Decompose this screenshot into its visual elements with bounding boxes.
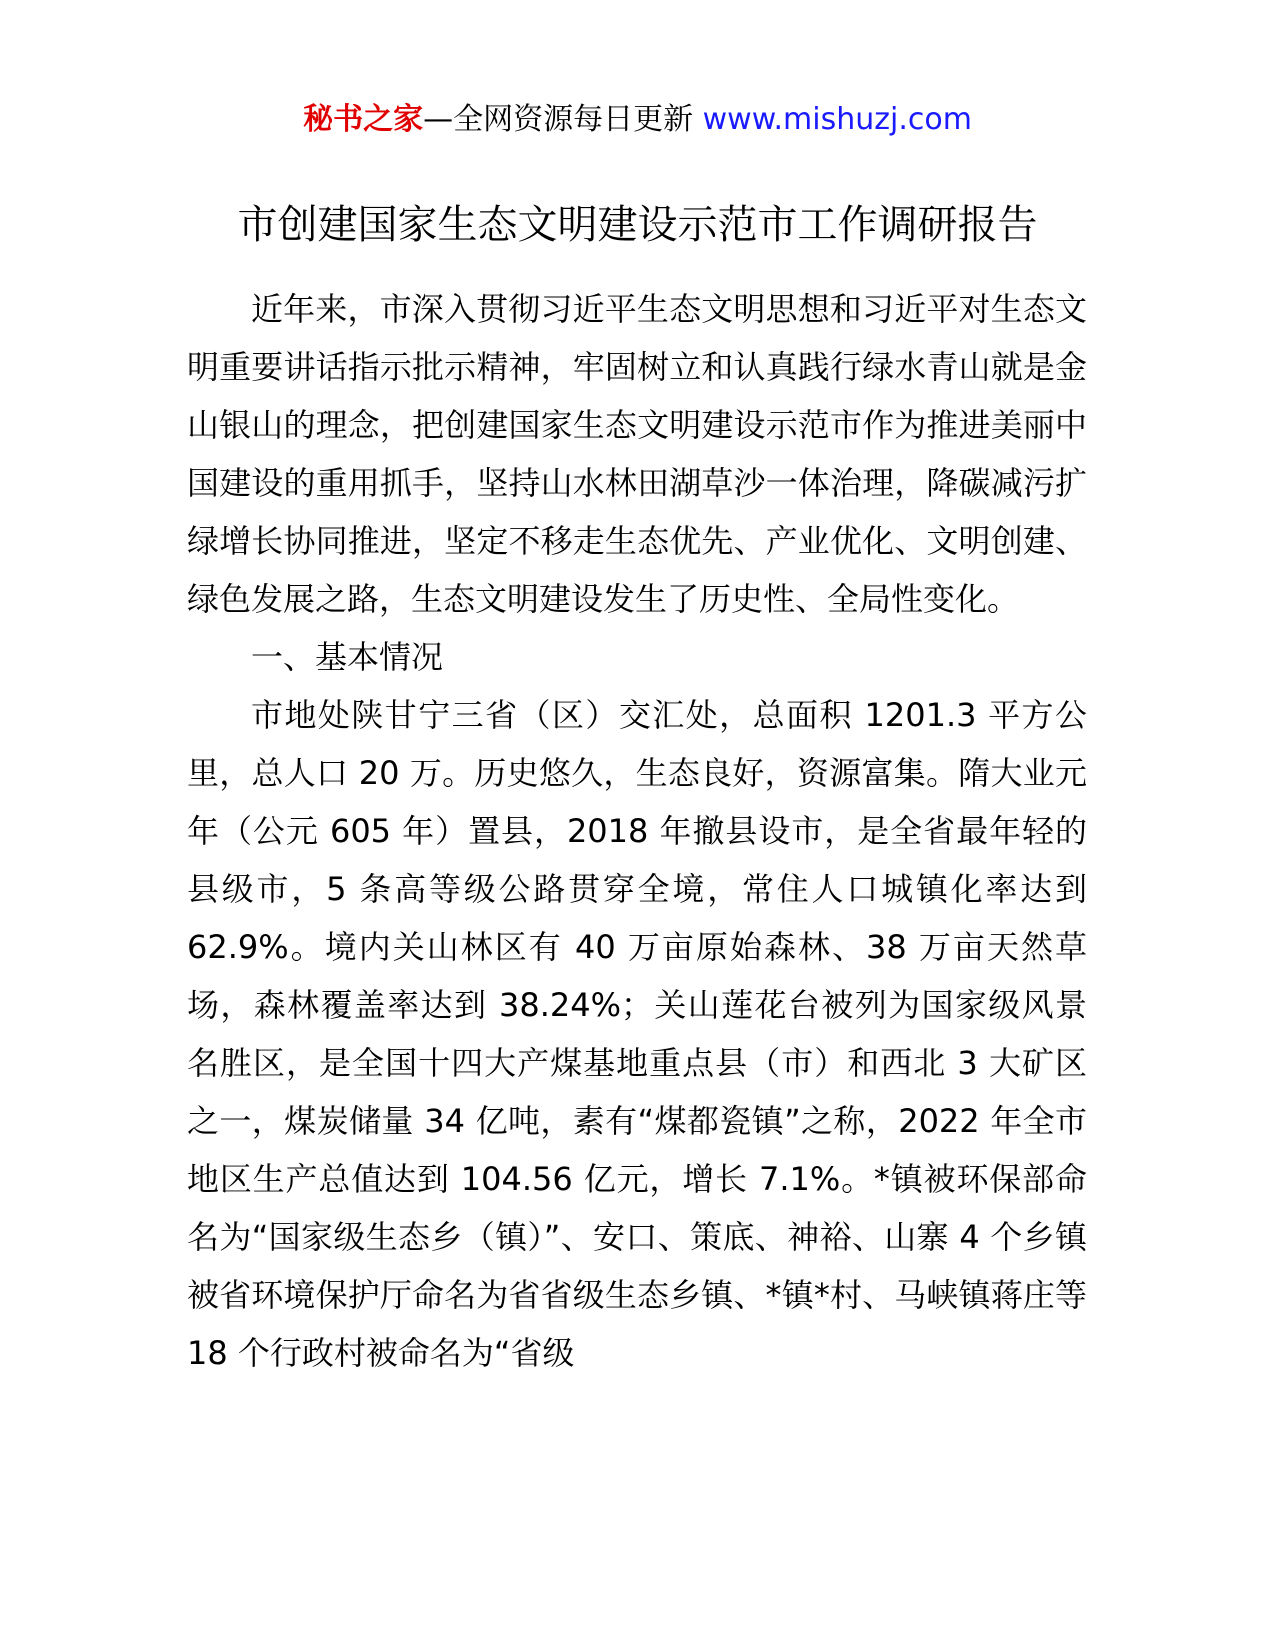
document-body <box>187 280 1087 1382</box>
header-tagline: —全网资源每日更新 <box>423 102 703 137</box>
site-url-link[interactable]: www.mishuzj.com <box>702 102 972 137</box>
document-title: 市创建国家生态文明建设示范市工作调研报告 <box>237 202 1038 248</box>
body-paragraph: 市地处陕甘宁三省（区）交汇处，总面积 1201.3 平方公里，总人口 20 万。历史悠久，生态良好，资源富集。隋大业元年（公元 605 年）置县，2018 年撤县设市，是全省最年轻的县级市，5 条高等级公路贯穿全境，常住人口城镇化率达到 62.9%。境内关山林区有 40 万亩原始森林、38 万亩天然草场，森林覆盖率达到 38.24%；关山莲花台被列为国家级风景名胜区，是全国十四大产煤基地重点县（市）和西北 3 大矿区之一，煤炭储量 34 亿吨，素有“煤都瓷镇”之称，2022 年全市地区生产总值达到 104.56 亿元，增长 7.1%。*镇被环保部命名为“国家级生态乡（镇）”、安口、策底、神裕、山寨 4 个乡镇被省环境保护厅命名为省省级生态乡镇、*镇*村、马峡镇蒋庄等 18 个行政村被命名为“省级 <box>187 696 1087 1372</box>
page-header <box>0 98 1275 142</box>
intro-paragraph: 近年来，市深入贯彻习近平生态文明思想和习近平对生态文明重要讲话指示批示精神，牢固树立和认真践行绿水青山就是金山银山的理念，把创建国家生态文明建设示范市作为推进美丽中国建设的重用抓手，坚持山水林田湖草沙一体治理，降碳减污扩绿增长协同推进，坚定不移走生态优先、产业优化、文明创建、绿色发展之路，生态文明建设发生了历史性、全局性变化。 <box>187 290 1087 618</box>
brand-name: 秘书之家 <box>303 102 424 137</box>
section-heading: 一、基本情况 <box>251 638 444 676</box>
